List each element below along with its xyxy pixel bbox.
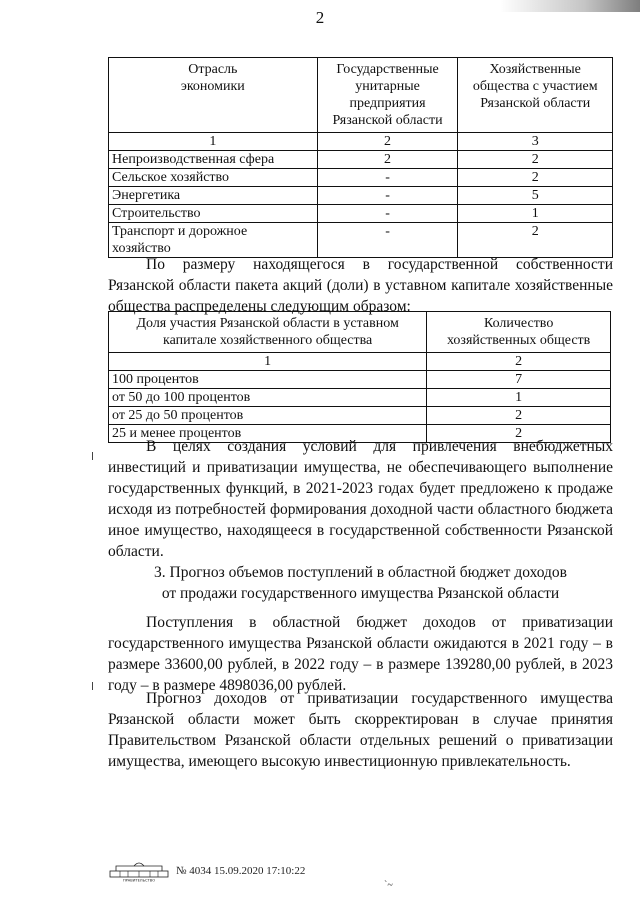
table-row: [109, 187, 613, 205]
table-row: [109, 407, 611, 425]
index-cell: 1: [109, 353, 427, 371]
index-cell: 2: [317, 133, 458, 151]
gup-count-cell: -: [317, 169, 458, 187]
gup-count-cell: -: [317, 223, 458, 258]
table-header-row: [109, 58, 613, 133]
count-cell: 7: [427, 371, 611, 389]
header-cell: [109, 312, 427, 353]
company-count-cell: 5: [458, 187, 613, 205]
industry-cell: Сельское хозяйство: [109, 169, 318, 187]
industry-table: [108, 57, 613, 258]
industry-cell: Транспорт и дорожное хозяйство: [109, 223, 318, 258]
industry-cell: Энергетика: [109, 187, 318, 205]
company-count-cell: 1: [458, 205, 613, 223]
header-text: Отрасль экономики: [180, 62, 245, 94]
margin-mark: [92, 452, 93, 460]
industry-cell: Непроизводственная сфера: [109, 151, 318, 169]
share-cell: 100 процентов: [109, 371, 427, 389]
count-cell: 2: [427, 425, 611, 443]
document-stamp: № 4034 15.09.2020 17:10:22: [176, 865, 306, 877]
section-heading-line-2: от продажи государственного имущества Рязанской области: [161, 585, 560, 602]
table-row: [109, 169, 613, 187]
header-text: Количество хозяйственных обществ: [446, 316, 591, 348]
share-table: [108, 311, 611, 443]
paragraph-shareholding: По размеру находящегося в государственной собственности Рязанской области пакета акций (доли) в уставном капитале хозяйственные общества распределены следующим образом:: [108, 256, 613, 315]
header-cell: [109, 58, 318, 133]
gup-count-cell: -: [317, 187, 458, 205]
header-cell: [458, 58, 613, 133]
paragraph-forecast-adjustment: Прогноз доходов от приватизации государственного имущества Рязанской области может быть скорректирован в случае принятия Правительством Рязанской области отдельных решений о приватизации имущества, имеющего высокую инвестиционную привлекательность.: [108, 690, 613, 770]
section-heading-line-1: 3. Прогноз объемов поступлений в областной бюджет доходов: [154, 564, 567, 581]
document-footer: [108, 860, 305, 882]
index-cell: 3: [458, 133, 613, 151]
index-cell: 1: [109, 133, 318, 151]
share-cell: 25 и менее процентов: [109, 425, 427, 443]
share-cell: от 50 до 100 процентов: [109, 389, 427, 407]
handwritten-mark: `~: [384, 880, 393, 891]
government-building-icon: [108, 860, 170, 882]
gup-count-cell: 2: [317, 151, 458, 169]
share-cell: от 25 до 50 процентов: [109, 407, 427, 425]
industry-cell: Строительство: [109, 205, 318, 223]
table-row: [109, 389, 611, 407]
header-cell: [427, 312, 611, 353]
header-text: Доля участия Рязанской области в уставном капитале хозяйственного общества: [136, 316, 399, 348]
table-row: [109, 371, 611, 389]
paragraph-privatization-goals: В целях создания условий для привлечения внебюджетных инвестиций и приватизации имущества, не обеспечивающего выполнение государственных функций, в 2021-2023 годах будет предложено к продаже исходя из потребностей формирования доходной части областного бюджета иное имущество, находящееся в государственной собственности Рязанской области.: [108, 438, 613, 560]
gup-count-cell: -: [317, 205, 458, 223]
paragraph-revenue-forecast: Поступления в областной бюджет доходов от приватизации государственного имущества Рязанской области ожидаются в 2021 году – в размере 33600,00 рублей, в 2022 году – в размере 139280,00 рублей, в 2023 году – в размере 4898036,00 рублей.: [108, 614, 613, 694]
table-index-row: [109, 353, 611, 371]
page-number: 2: [315, 8, 325, 27]
header-text: Хозяйственные общества с участием Рязанской области: [472, 62, 598, 111]
logo-caption: ПРАВИТЕЛЬСТВО: [122, 878, 156, 882]
table-row: [109, 205, 613, 223]
table-row: [109, 223, 613, 258]
count-cell: 1: [427, 389, 611, 407]
company-count-cell: 2: [458, 151, 613, 169]
index-cell: 2: [427, 353, 611, 371]
company-count-cell: 2: [458, 169, 613, 187]
table-row: [109, 151, 613, 169]
header-text: Государственные унитарные предприятия Рязанской области: [332, 62, 443, 128]
company-count-cell: 2: [458, 223, 613, 258]
table-index-row: [109, 133, 613, 151]
table-header-row: [109, 312, 611, 353]
count-cell: 2: [427, 407, 611, 425]
margin-mark: [92, 682, 93, 690]
section-heading: [108, 562, 613, 604]
header-cell: [317, 58, 458, 133]
